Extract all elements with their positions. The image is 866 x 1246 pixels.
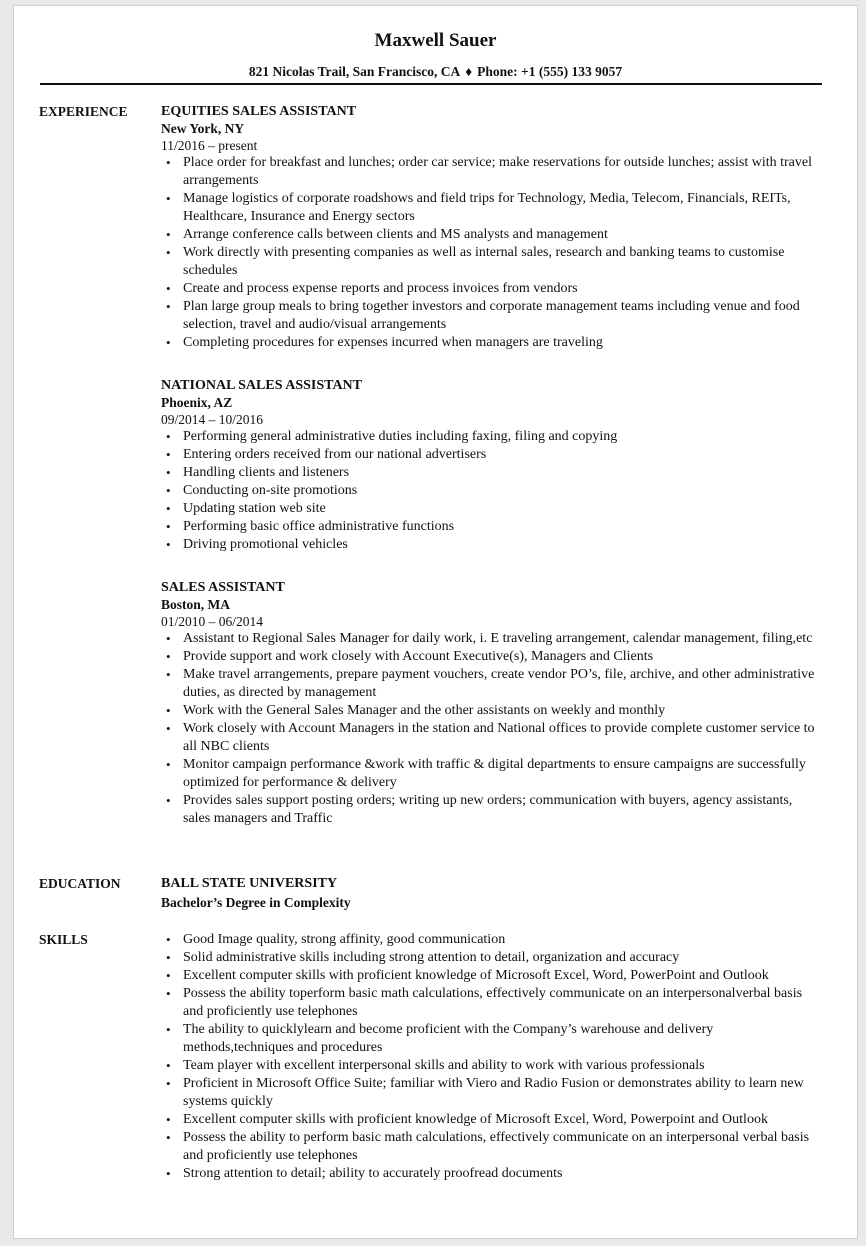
bullet-text: Make travel arrangements, prepare payment vouchers, create vendor PO’s, file, archive, and other administrative duties, as directed by management — [183, 667, 815, 700]
resume-page — [13, 5, 858, 1239]
job-entry — [161, 103, 821, 352]
header-divider — [40, 83, 822, 85]
bullet-item — [161, 500, 821, 518]
bullet-item — [161, 154, 821, 190]
bullet-icon: • — [166, 465, 171, 480]
bullet-icon: • — [166, 447, 171, 462]
bullet-item — [161, 702, 821, 720]
education-content — [161, 875, 821, 911]
bullet-icon: • — [166, 1022, 171, 1037]
bullet-text: Provide support and work closely with Account Executive(s), Managers and Clients — [183, 649, 654, 664]
bullet-item — [161, 226, 821, 244]
job-entry — [161, 377, 821, 554]
bullet-icon: • — [166, 335, 171, 350]
job-location: Phoenix, AZ — [161, 395, 233, 410]
bullet-icon: • — [166, 968, 171, 983]
section-label-experience: EXPERIENCE — [39, 104, 128, 119]
bullet-icon: • — [166, 537, 171, 552]
job-title: EQUITIES SALES ASSISTANT — [161, 104, 357, 119]
bullet-text: Provides sales support posting orders; writing up new orders; communication with buyers, agency assistants, sales managers and Traffic — [183, 793, 793, 826]
bullet-icon: • — [166, 631, 171, 646]
bullet-item — [161, 1165, 821, 1183]
job-title: SALES ASSISTANT — [161, 580, 285, 595]
bullet-item — [161, 756, 821, 792]
bullet-icon: • — [166, 950, 171, 965]
bullet-text: Updating station web site — [183, 501, 326, 516]
bullet-icon: • — [166, 721, 171, 736]
bullet-item — [161, 298, 821, 334]
bullet-item — [161, 792, 821, 828]
job-dates: 09/2014 – 10/2016 — [161, 412, 264, 427]
bullet-text: Excellent computer skills with proficient knowledge of Microsoft Excel, Word, Powerpoint and Outlook — [183, 1112, 768, 1127]
job-title: NATIONAL SALES ASSISTANT — [161, 378, 363, 393]
job-bullets — [161, 428, 821, 554]
bullet-icon: • — [166, 1112, 171, 1127]
bullet-item — [161, 482, 821, 500]
job-dates: 01/2010 – 06/2014 — [161, 614, 264, 629]
bullet-item — [161, 464, 821, 482]
bullet-text: Good Image quality, strong affinity, good communication — [183, 932, 506, 947]
bullet-text: Place order for breakfast and lunches; order car service; make reservations for outside lunches; assist with travel arrangements — [183, 155, 812, 188]
bullet-text: Work with the General Sales Manager and the other assistants on weekly and monthly — [183, 703, 666, 718]
bullet-icon: • — [166, 501, 171, 516]
bullet-item — [161, 518, 821, 536]
bullet-text: Possess the ability toperform basic math calculations, effectively communicate on an interpersonalverbal basis and proficiently use telephones — [183, 986, 803, 1019]
bullet-text: Plan large group meals to bring together investors and corporate management teams including venue and food selection, travel and audio/visual arrangements — [183, 299, 800, 332]
bullet-text: Driving promotional vehicles — [183, 537, 348, 552]
bullet-text: Completing procedures for expenses incurred when managers are traveling — [183, 335, 603, 350]
bullet-text: Excellent computer skills with proficient knowledge of Microsoft Excel, Word, PowerPoint and Outlook — [183, 968, 769, 983]
bullet-item — [161, 666, 821, 702]
bullet-icon: • — [166, 245, 171, 260]
bullet-text: Manage logistics of corporate roadshows and field trips for Technology, Media, Telecom, Financials, REITs, Healthcare, Insurance and Energy sectors — [183, 191, 791, 224]
bullet-icon: • — [166, 757, 171, 772]
bullet-item — [161, 1075, 821, 1111]
job-bullets — [161, 630, 821, 828]
bullet-item — [161, 1129, 821, 1165]
bullet-text: Proficient in Microsoft Office Suite; familiar with Viero and Radio Fusion or demonstrates ability to learn new systems quickly — [183, 1076, 804, 1109]
bullet-icon: • — [166, 932, 171, 947]
school-name: BALL STATE UNIVERSITY — [161, 876, 338, 891]
bullet-icon: • — [166, 155, 171, 170]
bullet-text: Handling clients and listeners — [183, 465, 350, 480]
bullet-item — [161, 949, 821, 967]
bullet-item — [161, 334, 821, 352]
bullet-text: Create and process expense reports and process invoices from vendors — [183, 281, 578, 296]
section-label-education: EDUCATION — [39, 876, 121, 891]
bullet-text: Assistant to Regional Sales Manager for daily work, i. E traveling arrangement, calendar management, filing,etc — [183, 631, 813, 646]
bullet-item — [161, 931, 821, 949]
bullet-item — [161, 630, 821, 648]
bullet-icon: • — [166, 281, 171, 296]
bullet-icon: • — [166, 703, 171, 718]
bullet-item — [161, 190, 821, 226]
bullet-text: Arrange conference calls between clients and MS analysts and management — [183, 227, 608, 242]
phone: Phone: +1 (555) 133 9057 — [477, 64, 623, 79]
bullet-item — [161, 648, 821, 666]
bullet-icon: • — [166, 1166, 171, 1181]
bullet-icon: • — [166, 649, 171, 664]
job-location: New York, NY — [161, 121, 245, 136]
bullet-icon: • — [166, 1076, 171, 1091]
skills-list — [161, 931, 821, 1183]
bullet-item — [161, 967, 821, 985]
bullet-item — [161, 244, 821, 280]
bullet-text: Strong attention to detail; ability to accurately proofread documents — [183, 1166, 563, 1181]
bullet-text: Work closely with Account Managers in the station and National offices to provide complete customer service to all NBC clients — [183, 721, 815, 754]
bullet-icon: • — [166, 429, 171, 444]
job-location: Boston, MA — [161, 597, 231, 612]
bullet-item — [161, 428, 821, 446]
bullet-icon: • — [166, 1058, 171, 1073]
diamond-separator-icon: ♦ — [465, 64, 473, 79]
contact-line — [14, 64, 857, 80]
bullet-text: Conducting on-site promotions — [183, 483, 358, 498]
bullet-text: Monitor campaign performance &work with traffic & digital departments to ensure campaigns are successfully optimized for performance & delivery — [183, 757, 806, 790]
bullet-text: The ability to quicklylearn and become proficient with the Company’s warehouse and delivery methods,techniques and procedures — [183, 1022, 714, 1055]
job-dates: 11/2016 – present — [161, 138, 258, 153]
candidate-name: Maxwell Sauer — [374, 30, 497, 51]
bullet-item — [161, 1111, 821, 1129]
bullet-text: Possess the ability to perform basic math calculations, effectively communicate on an interpersonal verbal basis and proficiently use telephones — [183, 1130, 810, 1163]
bullet-text: Entering orders received from our national advertisers — [183, 447, 487, 462]
bullet-text: Performing basic office administrative functions — [183, 519, 455, 534]
bullet-item — [161, 1057, 821, 1075]
job-bullets — [161, 154, 821, 352]
bullet-icon: • — [166, 667, 171, 682]
bullet-icon: • — [166, 227, 171, 242]
bullet-item — [161, 280, 821, 298]
bullet-text: Performing general administrative duties including faxing, filing and copying — [183, 429, 618, 444]
address: 821 Nicolas Trail, San Francisco, CA — [248, 64, 461, 79]
bullet-icon: • — [166, 191, 171, 206]
bullet-text: Solid administrative skills including strong attention to detail, organization and accuracy — [183, 950, 680, 965]
section-label-skills: SKILLS — [39, 932, 88, 947]
bullet-text: Work directly with presenting companies as well as internal sales, research and banking teams to customise schedules — [183, 245, 785, 278]
bullet-icon: • — [166, 986, 171, 1001]
bullet-icon: • — [166, 299, 171, 314]
bullet-item — [161, 985, 821, 1021]
degree: Bachelor’s Degree in Complexity — [161, 895, 351, 910]
bullet-text: Team player with excellent interpersonal skills and ability to work with various professionals — [183, 1058, 705, 1073]
bullet-item — [161, 536, 821, 554]
bullet-item — [161, 720, 821, 756]
bullet-icon: • — [166, 1130, 171, 1145]
bullet-icon: • — [166, 793, 171, 808]
bullet-icon: • — [166, 519, 171, 534]
bullet-item — [161, 1021, 821, 1057]
job-entry — [161, 579, 821, 828]
skills-content — [161, 931, 821, 1183]
bullet-icon: • — [166, 483, 171, 498]
bullet-item — [161, 446, 821, 464]
